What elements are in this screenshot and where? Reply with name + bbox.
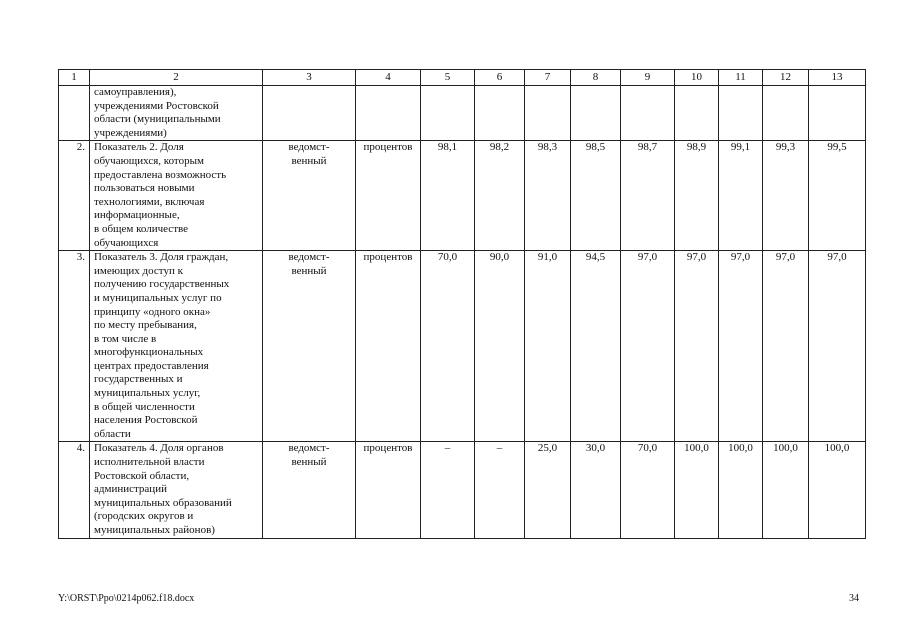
column-number-cell: 8 — [571, 70, 621, 86]
value-cell — [421, 86, 475, 141]
row-number-cell: 3. — [59, 251, 90, 442]
table-row — [59, 442, 866, 538]
value-cell: 100,0 — [675, 442, 719, 538]
indicator-type-cell: ведомст- венный — [263, 251, 356, 442]
column-number-cell: 9 — [621, 70, 675, 86]
unit-cell — [356, 86, 421, 141]
value-cell: – — [475, 442, 525, 538]
row-number-cell: 2. — [59, 141, 90, 251]
value-cell: 100,0 — [809, 442, 866, 538]
value-cell: 94,5 — [571, 251, 621, 442]
column-number-row — [59, 70, 866, 86]
value-cell: 97,0 — [719, 251, 763, 442]
footer-file-path: Y:\ORST\Ppo\0214p062.f18.docx — [58, 593, 195, 604]
indicator-name-cell: Показатель 3. Доля граждан, имеющих доступ к получению государственных и муниципальных услуг по принципу «одного окна» по месту пребывания, в том числе в многофункциональных центрах предоставления государственных и муниципальных услуг, в общей численности населения Ростовской области — [90, 251, 263, 442]
value-cell — [719, 86, 763, 141]
table-row — [59, 251, 866, 442]
value-cell: 25,0 — [525, 442, 571, 538]
value-cell: 97,0 — [763, 251, 809, 442]
column-number-cell: 4 — [356, 70, 421, 86]
column-number-cell: 12 — [763, 70, 809, 86]
unit-cell: процентов — [356, 251, 421, 442]
indicator-name-cell: Показатель 2. Доля обучающихся, которым предоставлена возможность пользоваться новыми технологиями, включая информационные, в общем количестве обучающихся — [90, 141, 263, 251]
value-cell: – — [421, 442, 475, 538]
indicator-type-cell: ведомст- венный — [263, 442, 356, 538]
unit-cell: процентов — [356, 442, 421, 538]
indicator-type-cell — [263, 86, 356, 141]
value-cell: 91,0 — [525, 251, 571, 442]
column-number-cell: 7 — [525, 70, 571, 86]
value-cell: 100,0 — [719, 442, 763, 538]
column-number-cell: 10 — [675, 70, 719, 86]
indicator-name-cell: Показатель 4. Доля органов исполнительной власти Ростовской области, администраций муниципальных образований (городских округов и муниципальных районов) — [90, 442, 263, 538]
value-cell — [571, 86, 621, 141]
column-number-cell: 6 — [475, 70, 525, 86]
indicators-table — [58, 69, 866, 539]
value-cell — [763, 86, 809, 141]
value-cell: 98,9 — [675, 141, 719, 251]
value-cell: 30,0 — [571, 442, 621, 538]
indicator-name-cell: самоуправления), учреждениями Ростовской области (муниципальными учреждениями) — [90, 86, 263, 141]
value-cell: 100,0 — [763, 442, 809, 538]
column-number-cell: 1 — [59, 70, 90, 86]
value-cell — [809, 86, 866, 141]
value-cell: 70,0 — [421, 251, 475, 442]
value-cell: 97,0 — [675, 251, 719, 442]
column-number-cell: 13 — [809, 70, 866, 86]
value-cell: 98,7 — [621, 141, 675, 251]
value-cell: 99,5 — [809, 141, 866, 251]
value-cell: 98,2 — [475, 141, 525, 251]
value-cell: 99,1 — [719, 141, 763, 251]
value-cell: 97,0 — [621, 251, 675, 442]
value-cell — [675, 86, 719, 141]
unit-cell: процентов — [356, 141, 421, 251]
value-cell: 90,0 — [475, 251, 525, 442]
value-cell: 98,5 — [571, 141, 621, 251]
value-cell: 98,1 — [421, 141, 475, 251]
value-cell: 98,3 — [525, 141, 571, 251]
column-number-cell: 3 — [263, 70, 356, 86]
value-cell — [525, 86, 571, 141]
column-number-cell: 5 — [421, 70, 475, 86]
row-number-cell — [59, 86, 90, 141]
footer-page-number: 34 — [849, 593, 859, 604]
table-body — [59, 70, 866, 539]
value-cell — [475, 86, 525, 141]
value-cell: 70,0 — [621, 442, 675, 538]
value-cell: 97,0 — [809, 251, 866, 442]
table-row — [59, 86, 866, 141]
value-cell: 99,3 — [763, 141, 809, 251]
indicator-type-cell: ведомст- венный — [263, 141, 356, 251]
column-number-cell: 2 — [90, 70, 263, 86]
column-number-cell: 11 — [719, 70, 763, 86]
table-row — [59, 141, 866, 251]
row-number-cell: 4. — [59, 442, 90, 538]
value-cell — [621, 86, 675, 141]
